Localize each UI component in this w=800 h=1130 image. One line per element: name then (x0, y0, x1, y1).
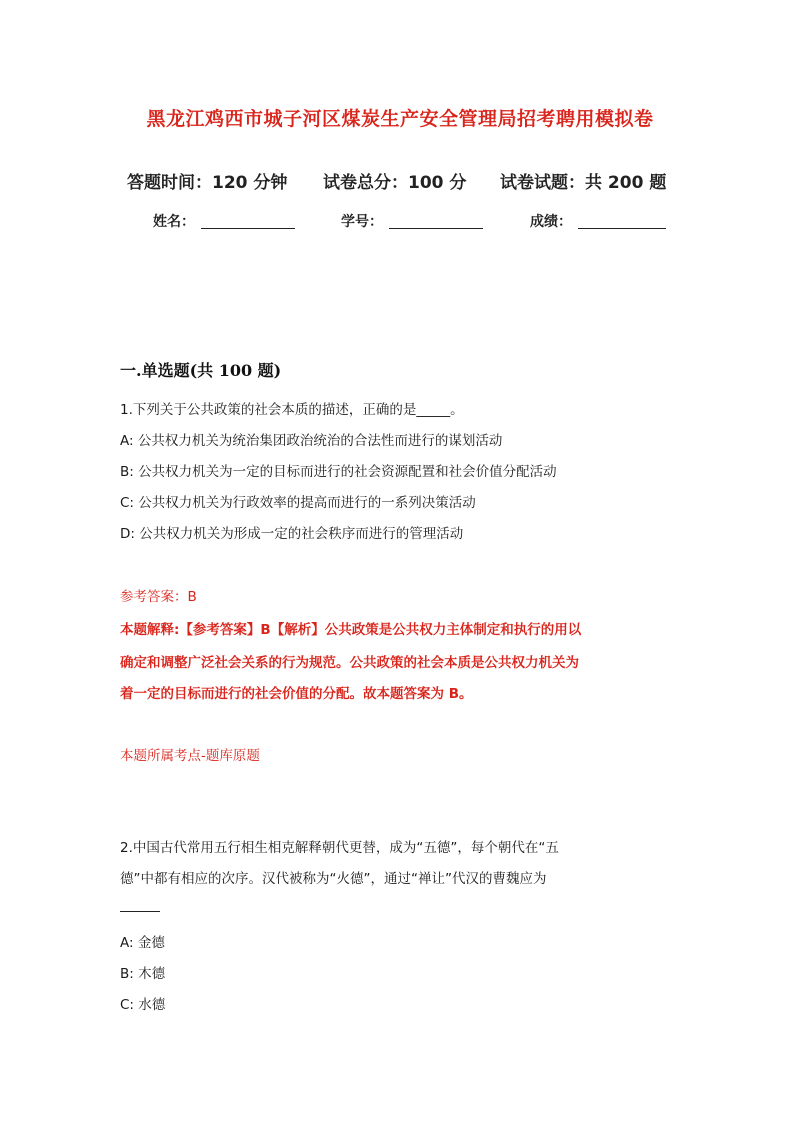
name-blank (201, 228, 295, 229)
question-2-stem-line-1: 2.中国古代常用五行相生相克解释朝代更替，成为“五德”，每个朝代在“五 (120, 840, 559, 856)
name-label: 姓名： (153, 214, 195, 230)
question-1-option-d: D: 公共权力机关为形成一定的社会秩序而进行的管理活动 (120, 526, 464, 542)
student-id-blank (389, 228, 483, 229)
grade-blank (578, 228, 666, 229)
question-1-option-a: A: 公共权力机关为统治集团政治统治的合法性而进行的谋划活动 (120, 433, 503, 449)
question-2-option-a: A: 金德 (120, 935, 165, 951)
exam-total-score: 试卷总分：100 分 (323, 173, 467, 193)
question-2-option-c: C: 水德 (120, 997, 166, 1013)
question-1-option-c: C: 公共权力机关为行政效率的提高而进行的一系列决策活动 (120, 495, 476, 511)
exam-question-count: 试卷试题：共 200 题 (500, 173, 667, 193)
section-title: 一.单选题(共 100 题) (120, 361, 282, 380)
question-2-stem-line-2: 德”中都有相应的次序。汉代被称为“火德”，通过“禅让”代汉的曹魏应为 (120, 871, 547, 887)
question-1-topic: 本题所属考点-题库原题 (120, 748, 260, 764)
question-1-explanation-line-3: 着一定的目标而进行的社会价值的分配。故本题答案为 B。 (120, 686, 473, 702)
question-1-option-b: B: 公共权力机关为一定的目标而进行的社会资源配置和社会价值分配活动 (120, 464, 557, 480)
student-id-label: 学号： (341, 214, 383, 230)
question-1-explanation-line-1: 本题解释:【参考答案】B【解析】公共政策是公共权力主体制定和执行的用以 (120, 622, 582, 638)
question-1-stem: 1.下列关于公共政策的社会本质的描述，正确的是_____。 (120, 402, 464, 418)
question-2-answer-blank (120, 911, 160, 912)
question-1-answer: 参考答案：B (120, 589, 197, 605)
question-1-explanation-line-2: 确定和调整广泛社会关系的行为规范。公共政策的社会本质是公共权力机关为 (120, 655, 579, 671)
question-2-option-b: B: 木德 (120, 966, 166, 982)
exam-time: 答题时间：120 分钟 (127, 173, 288, 193)
exam-title: 黑龙江鸡西市城子河区煤炭生产安全管理局招考聘用模拟卷 (146, 108, 654, 130)
grade-label: 成绩： (530, 214, 572, 230)
